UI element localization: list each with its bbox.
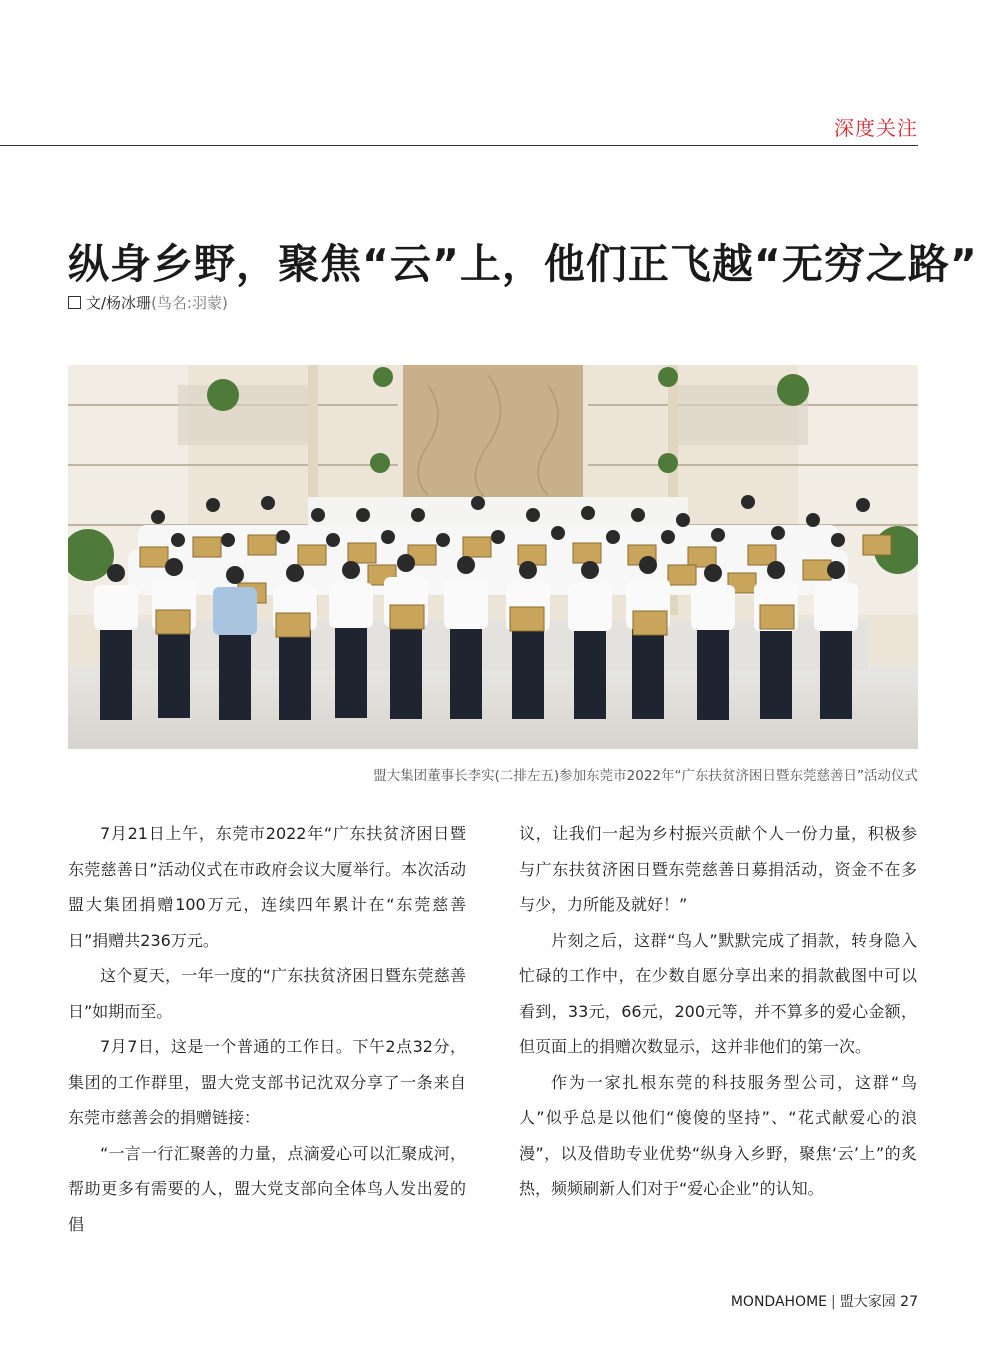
page-footer	[731, 1291, 918, 1311]
group-photo	[68, 365, 918, 749]
article-title: 纵身乡野，聚焦“云”上，他们正飞越“无穷之路”	[68, 240, 978, 288]
page-number: 27	[900, 1294, 918, 1310]
header-rule	[0, 145, 918, 146]
paragraph: 作为一家扎根东莞的科技服务型公司，这群“鸟人”似乎总是以他们“傻傻的坚持”、“花式献爱心的浪漫”，以及借助专业优势“纵身入乡野，聚焦‘云’上”的炙热，频频刷新人们对于“爱心企业”的认知。	[519, 1072, 917, 1198]
byline-author: 文/杨冰珊	[86, 294, 152, 312]
checkbox-square-icon	[68, 296, 81, 309]
section-label: 深度关注	[834, 116, 918, 140]
paragraph: 议，让我们一起为乡村振兴贡献个人一份力量，积极参与广东扶贫济困日暨东莞慈善日募捐活动，资金不在多与少，力所能及就好！”	[519, 824, 917, 914]
paragraph: 7月7日，这是一个普通的工作日。下午2点32分，集团的工作群里，盟大党支部书记沈双分享了一条来自东莞市慈善会的捐赠链接：	[68, 1037, 466, 1127]
paragraph: 7月21日上午，东莞市2022年“广东扶贫济困日暨东莞慈善日”活动仪式在市政府会议大厦举行。本次活动盟大集团捐赠100万元，连续四年累计在“东莞慈善日”捐赠共236万元。	[68, 824, 466, 950]
photo-caption: 盟大集团董事长李实(二排左五)参加东莞市2022年“广东扶贫济困日暨东莞慈善日”活动仪式	[373, 768, 918, 784]
paragraph: 片刻之后，这群“鸟人”默默完成了捐款，转身隐入忙碌的工作中，在少数自愿分享出来的捐款截图中可以看到，33元，66元，200元等，并不算多的爱心金额，但页面上的捐赠次数显示，这并非他们的第一次。	[519, 930, 917, 1056]
article-column-left	[68, 816, 466, 1242]
magazine-name: MONDAHOME	[730, 1294, 827, 1310]
paragraph: “一言一行汇聚善的力量，点滴爱心可以汇聚成河，帮助更多有需要的人，盟大党支部向全体鸟人发出爱的倡	[68, 1143, 466, 1234]
magazine-name-cn: 盟大家园	[839, 1294, 896, 1310]
article-column-right	[519, 816, 917, 1207]
byline	[68, 292, 228, 313]
paragraph: 这个夏天，一年一度的“广东扶贫济困日暨东莞慈善日”如期而至。	[68, 966, 466, 1021]
byline-note: (鸟名:羽蒙)	[151, 294, 228, 312]
footer-separator: |	[831, 1294, 836, 1310]
